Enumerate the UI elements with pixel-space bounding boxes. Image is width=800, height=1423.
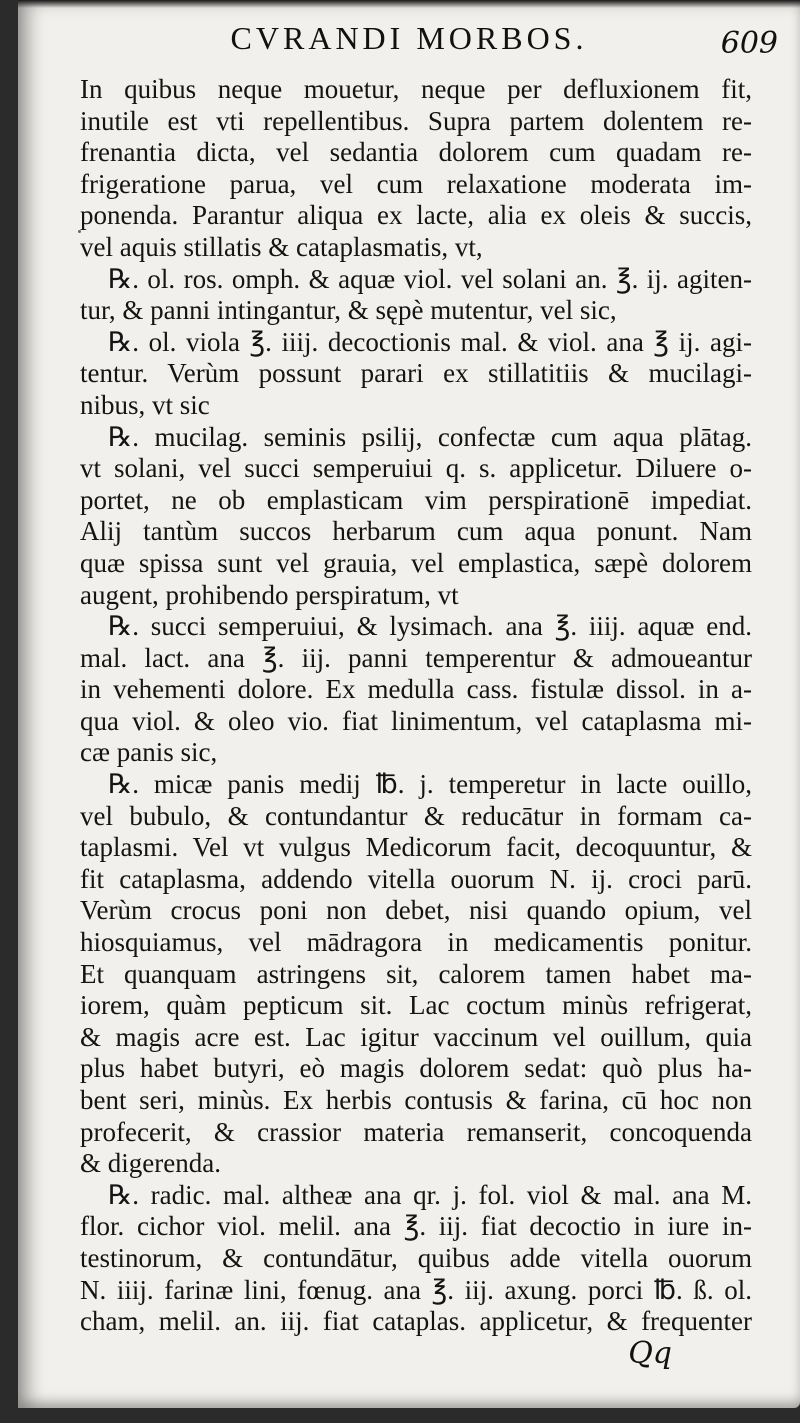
text-line: & magis acre est. Lac igitur vaccinum vel ouillum, quia [80,1021,752,1052]
text-line: tur, & panni intingantur, & sępè mutentur, vel sic, [80,295,617,326]
text-line: vel bubulo, & contundantur & reducātur in formam ca- [80,800,752,831]
text-line: bent seri, minùs. Ex herbis contusis & farina, cū hoc non [80,1085,752,1115]
running-head-title: CVRANDI MORBOS. [230,20,588,56]
text-body [80,74,752,1338]
text-line: cham, melil. an. iij. fiat cataplas. applicetur, & frequenter [80,1306,752,1337]
text-line: Alij tantùm succos herbarum cum aqua ponunt. Nam [80,516,752,547]
text-line: augent, prohibendo perspiratum, vt [80,579,459,610]
text-line: hiosquiamus, vel mādragora in medicamentis ponitur. [80,927,752,958]
text-line: profecerit, & crassior materia remanserit, concoquenda [80,1116,752,1147]
text-line: frigeratione parua, vel cum relaxatione moderata im- [80,168,752,199]
text-line: ℞. ol. ros. omph. & aquæ viol. vel solani an. ℥. ij. agiten- [108,263,752,294]
text-line: iorem, quàm pepticum sit. Lac coctum minùs refrigerat, [80,990,752,1021]
page-edge-shadow [18,0,800,8]
text-line: flor. cichor viol. melil. ana ℥. iij. fiat decoctio in iure in- [80,1211,752,1242]
text-line: ponenda. Parantur aliqua ex lacte, alia ex oleis & succis, [80,200,752,231]
text-line: quæ spissa sunt vel grauia, vel emplastica, sæpè dolorem [80,547,752,578]
text-line: ℞. micæ panis medij ℔. j. temperetur in lacte ouillo, [108,769,752,800]
text-line: testinorum, & contundātur, quibus adde vitella ouorum [80,1242,752,1273]
text-line: plus habet butyri, eò magis dolorem sedat: quò plus ha- [80,1053,752,1084]
text-line: tentur. Verùm possunt parari ex stillatitiis & mucilagi- [80,358,752,389]
text-line: in vehementi dolore. Ex medulla cass. fistulæ dissol. in a- [80,674,752,705]
text-line: portet, ne ob emplasticam vim perspirationē impediat. [80,484,752,515]
text-line: ℞. succi semperuiui, & lysimach. ana ℥. iiij. aquæ end. [108,611,752,642]
text-line: ℞. ol. viola ℥. iiij. decoctionis mal. & viol. ana ℥ ij. agi- [108,326,752,357]
text-line: vel aquis stillatis & cataplasmatis, vt, [80,231,483,262]
page-number: 609 [720,26,778,61]
text-line: ℞. radic. mal. altheæ ana qr. j. fol. viol & mal. ana M. [108,1179,752,1210]
text-line: inutile est vti repellentibus. Supra partem dolentem re- [80,105,752,136]
text-line: cæ panis sic, [80,737,218,768]
text-line: qua viol. & oleo vio. fiat linimentum, vel cataplasma mi- [80,705,752,736]
text-line: Verùm crocus poni non debet, nisi quando opium, vel [80,895,752,926]
text-line: mal. lact. ana ℥. iij. panni temperentur & admoueantur [80,642,752,673]
book-page [18,0,800,1408]
running-head [18,20,800,74]
text-line: taplasmi. Vel vt vulgus Medicorum facit, decoquuntur, & [80,832,752,863]
text-line: N. iiij. farinæ lini, fœnug. ana ℥. iij. axung. porci ℔. ß. ol. [80,1274,752,1305]
signature-mark: Qq [628,1336,672,1371]
text-line: frenantia dicta, vel sedantia dolorem cum quadam re- [80,137,752,168]
text-line: Et quanquam astringens sit, calorem tamen habet ma- [80,958,752,989]
text-line: fit cataplasma, addendo vitella ouorum N. ij. croci parū. [80,863,752,894]
text-line: nibus, vt sic [80,389,210,420]
text-line: vt solani, vel succi semperuiui q. s. applicetur. Diluere o- [80,453,752,484]
text-line: ℞. mucilag. seminis psilij, confectæ cum aqua plātag. [108,421,752,452]
text-line: & digerenda. [80,1148,221,1179]
text-line: In quibus neque mouetur, neque per defluxionem fit, [80,74,752,104]
